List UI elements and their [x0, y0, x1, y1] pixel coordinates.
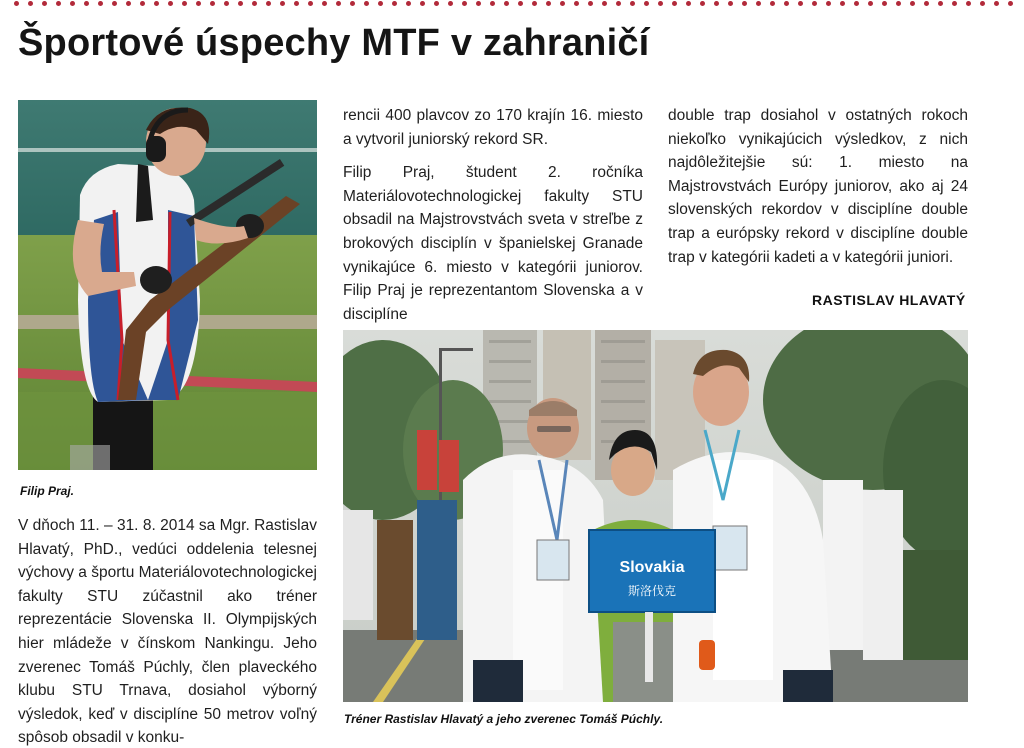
- photo-filip-praj-image: [18, 100, 317, 470]
- dot-ornament: [966, 1, 971, 6]
- column-2-paragraph-1: rencii 400 plavcov zo 170 krajín 16. miesto a vytvoril juniorský rekord SR.: [343, 107, 643, 148]
- dot-ornament: [952, 1, 957, 6]
- dot-ornament: [630, 1, 635, 6]
- dot-ornament: [84, 1, 89, 6]
- dot-ornament: [252, 1, 257, 6]
- dot-ornament: [686, 1, 691, 6]
- dot-ornament: [294, 1, 299, 6]
- dot-ornament: [602, 1, 607, 6]
- dot-ornament: [280, 1, 285, 6]
- dot-ornament: [518, 1, 523, 6]
- dot-ornament: [812, 1, 817, 6]
- dot-ornament: [924, 1, 929, 6]
- dot-ornament: [308, 1, 313, 6]
- dot-ornament: [798, 1, 803, 6]
- dot-ornament: [126, 1, 131, 6]
- dot-ornament: [154, 1, 159, 6]
- dot-ornament: [42, 1, 47, 6]
- dot-ornament: [378, 1, 383, 6]
- dot-ornament: [868, 1, 873, 6]
- dot-ornament: [742, 1, 747, 6]
- dot-ornament: [546, 1, 551, 6]
- dot-ornament: [574, 1, 579, 6]
- dot-ornament: [322, 1, 327, 6]
- dot-ornament: [756, 1, 761, 6]
- column-3: [668, 104, 968, 269]
- dot-ornament: [70, 1, 75, 6]
- dot-ornament: [840, 1, 845, 6]
- dot-ornament: [420, 1, 425, 6]
- sign-label-english: Slovakia: [619, 559, 685, 576]
- dot-ornament: [672, 1, 677, 6]
- dot-ornament: [980, 1, 985, 6]
- dot-ornament: [182, 1, 187, 6]
- column-2: [343, 104, 643, 326]
- dot-ornament: [1008, 1, 1013, 6]
- dot-ornament: [168, 1, 173, 6]
- column-3-paragraph: double trap dosiahol v ostatných rokoch niekoľko vynikajúcich výsledkov, z nich najdôležitejšie sú: 1. miesto na Majstrovstvách Európy juniorov, ako aj 24 slovenských rekordov v disciplíne double trap a európsky rekord v disciplíne double trap v kategórii kadeti a v kategórii juniori.: [668, 107, 968, 266]
- dot-ornament: [476, 1, 481, 6]
- dot-ornament: [588, 1, 593, 6]
- dot-ornament: [896, 1, 901, 6]
- dot-ornament: [238, 1, 243, 6]
- dot-ornament: [826, 1, 831, 6]
- dot-ornament: [770, 1, 775, 6]
- dot-ornament: [434, 1, 439, 6]
- article-title: Športové úspechy MTF v zahraničí: [18, 22, 650, 64]
- dot-ornament: [210, 1, 215, 6]
- dot-ornament: [140, 1, 145, 6]
- dot-ornament: [392, 1, 397, 6]
- dot-ornament: [112, 1, 117, 6]
- top-dotted-rule: [14, 1, 1014, 7]
- photo-filip-praj: [18, 100, 317, 470]
- dot-ornament: [700, 1, 705, 6]
- dot-ornament: [882, 1, 887, 6]
- column-2-paragraph-2: Filip Praj, študent 2. ročníka Materiálovotechnologickej fakulty STU obsadil na Majstrovstvách sveta v streľbe z brokových disciplín v španielskej Granade vynikajúce 6. miesto v kategórii juniorov. Filip Praj je reprezentantom Slovenska a v disciplíne: [343, 164, 643, 323]
- dot-ornament: [784, 1, 789, 6]
- author-byline: RASTISLAV HLAVATÝ: [812, 292, 966, 308]
- dot-ornament: [462, 1, 467, 6]
- dot-ornament: [448, 1, 453, 6]
- dot-ornament: [714, 1, 719, 6]
- dot-ornament: [364, 1, 369, 6]
- dot-ornament: [224, 1, 229, 6]
- dot-ornament: [560, 1, 565, 6]
- dot-ornament: [350, 1, 355, 6]
- dot-ornament: [616, 1, 621, 6]
- dot-ornament: [98, 1, 103, 6]
- dot-ornament: [532, 1, 537, 6]
- dot-ornament: [490, 1, 495, 6]
- dot-ornament: [644, 1, 649, 6]
- dot-ornament: [266, 1, 271, 6]
- dot-ornament: [406, 1, 411, 6]
- dot-ornament: [658, 1, 663, 6]
- column-1-paragraph: V dňoch 11. – 31. 8. 2014 sa Mgr. Rastislav Hlavatý, PhD., vedúci oddelenia telesnej výchovy a športu Materiálovotechnologickej fakulty STU zúčastnil ako tréner reprezentácie Slovenska II. Olympijských hier mládeže v čínskom Nankingu. Jeho zverenec Tomáš Púchly, člen plaveckého klubu STU Trnava, dosiahol výborný výsledok, keď v disciplíne 50 metrov voľný spôsob obsadil v konku-: [18, 517, 317, 747]
- dot-ornament: [938, 1, 943, 6]
- dot-ornament: [28, 1, 33, 6]
- sign-label-chinese: 斯洛伐克: [627, 584, 677, 598]
- dot-ornament: [728, 1, 733, 6]
- photo2-caption: Tréner Rastislav Hlavatý a jeho zverenec Tomáš Púchly.: [344, 712, 664, 726]
- photo-coach-and-swimmer: [343, 330, 968, 702]
- photo1-caption: Filip Praj.: [20, 484, 75, 498]
- dot-ornament: [504, 1, 509, 6]
- dot-ornament: [994, 1, 999, 6]
- dot-ornament: [14, 1, 19, 6]
- dot-ornament: [56, 1, 61, 6]
- dot-ornament: [854, 1, 859, 6]
- column-1: [18, 514, 317, 748]
- dot-ornament: [196, 1, 201, 6]
- dot-ornament: [910, 1, 915, 6]
- photo-coach-and-swimmer-image: [343, 330, 968, 702]
- dot-ornament: [336, 1, 341, 6]
